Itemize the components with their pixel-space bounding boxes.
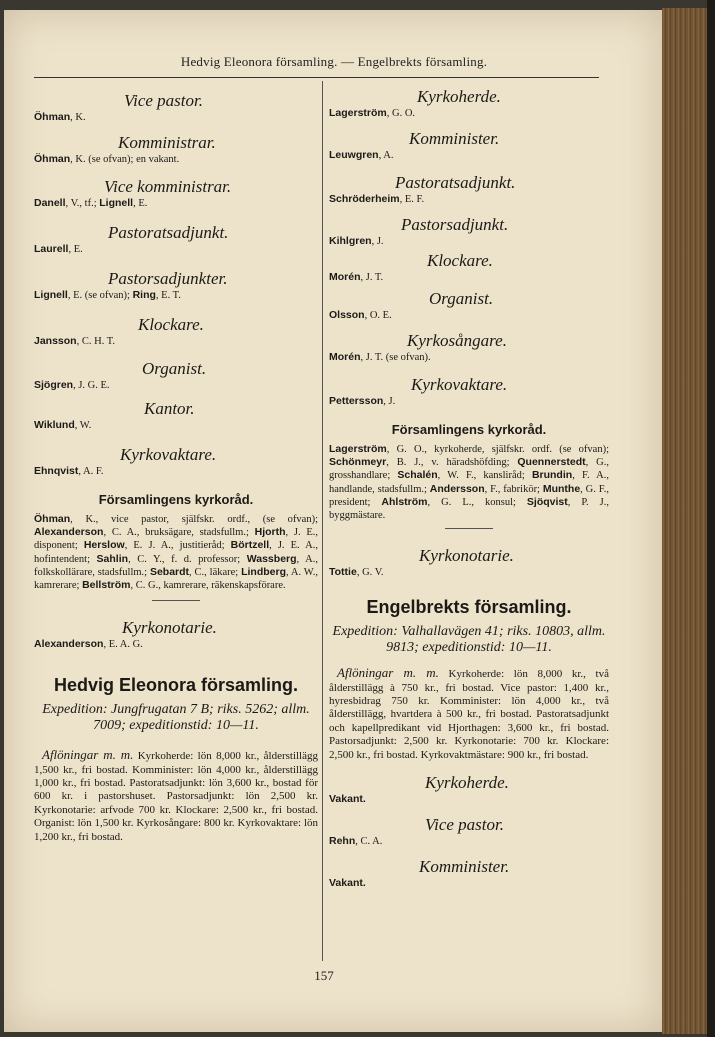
entry-kyrkonotarie-left: Alexanderson, E. A. G. xyxy=(34,638,143,651)
heading-organist: Organist. xyxy=(142,359,207,378)
separator-right xyxy=(445,528,493,529)
heading-organist-right: Organist. xyxy=(429,289,494,308)
council-list-right: Lagerström, G. O., kyrkoherde, själfskr. ordf. (se ofvan); Schönmeyr, B. J., v. häradshöfding; Quennerstedt, G., grosshandlare; Schalén, W. F., kansliråd; Brundin, F. A., handlande, stadsfullm.; Andersson, F., fabrikör; Munthe, G. F., president; Ahlström, G. L., konsul; Sjöqvist, P. J., byggmästare. xyxy=(329,443,610,522)
entry-kyrkovaktare-right: Pettersson, J. xyxy=(329,395,396,407)
header-rule xyxy=(34,77,599,78)
heading-pastoratsadjunkt: Pastoratsadjunkt. xyxy=(108,223,229,242)
heading-kyrkoherde-2: Kyrkoherde. xyxy=(425,773,509,793)
running-header: Hedvig Eleonora församling. — Engelbrekts församling. xyxy=(180,54,488,69)
salary-engelbrekt: Aflöningar m. m. Kyrkoherde: lön 8,000 kr., två ålderstillägg à 750 kr., fri bostad. Vice pastor: 1,400 kr., hyresbidrag 750 kr. Komminister: lön 4,000 kr., två ålderstillägg, hvartdera à 500 kr., fri bostad. Pastoratsadjunkt och kapellpredikant vid Hjorthagen: 3,600 kr., fri bostad. Pastorsadjunkt: 2,500 kr. Kyrkonotarie: 700 kr. Klockare: 2,500 kr., fri bostad. Kyrkovaktmästare: 900 kr., fri bostad. xyxy=(329,665,609,761)
heading-kyrkonotarie-left: Kyrkonotarie. xyxy=(122,618,217,638)
expedition-engelbrekt: Expedition: Valhallavägen 41; riks. 10803, allm. 9813; expeditionstid: 10—11. xyxy=(332,624,606,656)
separator-left xyxy=(152,600,200,601)
left-column xyxy=(34,80,318,844)
heading-komministrar: Komministrar. xyxy=(118,133,216,152)
entry-komminister-2: Vakant. xyxy=(329,877,366,890)
heading-kyrkosangare: Kyrkosångare. xyxy=(407,331,507,350)
heading-kyrkovaktare: Kyrkovaktare. xyxy=(120,445,217,464)
entry-klockare: Jansson, C. H. T. xyxy=(34,335,116,347)
heading-klockare-right: Klockare. xyxy=(427,251,493,270)
book-page-edges xyxy=(662,8,707,1034)
heading-vice-komministrar: Vice komministrar. xyxy=(104,177,232,196)
heading-kantor: Kantor. xyxy=(144,399,195,418)
entry-kyrkoherde-2: Vakant. xyxy=(329,793,366,806)
entry-pastoratsadjunkt: Laurell, E. xyxy=(34,243,83,255)
entry-kyrkoherde: Lagerström, G. O. xyxy=(329,107,416,119)
entry-vice-pastor: Öhman, K. xyxy=(34,111,86,123)
heading-pastorsadjunkter: Pastorsadjunkter. xyxy=(108,269,228,288)
council-title-right: Församlingens kyrkoråd. xyxy=(391,422,547,437)
expedition-hedvig: Expedition: Jungfrugatan 7 B; riks. 5262; allm. 7009; expeditionstid: 10—11. xyxy=(42,702,310,734)
heading-kyrkovaktare-right: Kyrkovaktare. xyxy=(411,375,508,394)
section-title-hedvig: Hedvig Eleonora församling. xyxy=(53,675,299,696)
heading-komminister-2: Komminister. xyxy=(419,857,510,877)
entry-kyrkonotarie-right: Tottie, G. V. xyxy=(329,566,384,579)
entry-vice-pastor-2: Rehn, C. A. xyxy=(329,835,383,848)
salary-hedvig: Aflöningar m. m. Kyrkoherde: lön 8,000 kr., ålderstillägg 1,500 kr., fri bostad. Komminister: lön 4,000 kr., ålderstillägg 1,000 kr., fri bostad. Pastoratsadjunkt: lön 3,600 kr., bostad för 600 kr. i pastorshuset. Pastorsadjunkt: lön 2,500 kr. Kyrkonotarie: arfvode 700 kr. Klockare: 2,500 kr., fri bostad. Organist: lön 1,500 kr. Kyrkosångare: 800 kr. Kyrkovaktare: lön 1,200 kr., fri bostad. xyxy=(34,747,318,843)
council-title-left: Församlingens kyrkoråd. xyxy=(98,492,254,507)
entry-kyrkosangare: Morén, J. T. (se ofvan). xyxy=(329,351,431,363)
entry-klockare-right: Morén, J. T. xyxy=(329,271,384,283)
entry-pastoratsadjunkt-right: Schröderheim, E. F. xyxy=(329,193,425,205)
heading-pastorsadjunkt: Pastorsadjunkt. xyxy=(401,215,509,234)
entry-vice-komministrar: Danell, V., tf.; Lignell, E. xyxy=(34,197,148,209)
entry-komminister: Leuwgren, A. xyxy=(329,149,394,161)
heading-klockare: Klockare. xyxy=(138,315,204,334)
heading-pastoratsadjunkt-right: Pastoratsadjunkt. xyxy=(395,173,516,192)
book-spine xyxy=(707,0,715,1037)
book-page xyxy=(4,10,662,1032)
entry-komministrar: Öhman, K. (se ofvan); en vakant. xyxy=(34,153,180,165)
section-title-engelbrekt: Engelbrekts församling. xyxy=(366,597,572,618)
entry-kantor: Wiklund, W. xyxy=(34,419,92,431)
heading-vice-pastor-2: Vice pastor. xyxy=(425,815,505,835)
column-divider xyxy=(322,81,323,961)
heading-vice-pastor: Vice pastor. xyxy=(124,91,204,110)
entry-organist: Sjögren, J. G. E. xyxy=(34,379,110,391)
heading-kyrkonotarie-right: Kyrkonotarie. xyxy=(419,546,514,566)
council-list-left: Öhman, K., vice pastor, själfskr. ordf., (se ofvan); Alexanderson, C. A., bruksägare, stadsfullm.; Hjorth, J. E., disponent; Herslow, E. J. A., justitieråd; Börtzell, J. E. A., hofintendent; Sahlin, C. Y., f. d. professor; Wassberg, A., folkskollärare, stadsfullm.; Sebardt, C., läkare; Lindberg, A. W., kamrerare; Bellström, C. G., kamrerare, räkenskapsförare. xyxy=(34,513,318,592)
heading-kyrkoherde: Kyrkoherde. xyxy=(417,87,501,106)
entry-pastorsadjunkter: Lignell, E. (se ofvan); Ring, E. T. xyxy=(34,289,181,301)
entry-pastorsadjunkt: Kihlgren, J. xyxy=(329,235,384,247)
page-number: 157 xyxy=(314,968,334,983)
entry-kyrkovaktare: Ehnqvist, A. F. xyxy=(34,465,104,477)
heading-komminister: Komminister. xyxy=(409,129,500,148)
right-column xyxy=(329,80,609,890)
entry-organist-right: Olsson, O. E. xyxy=(329,309,392,321)
